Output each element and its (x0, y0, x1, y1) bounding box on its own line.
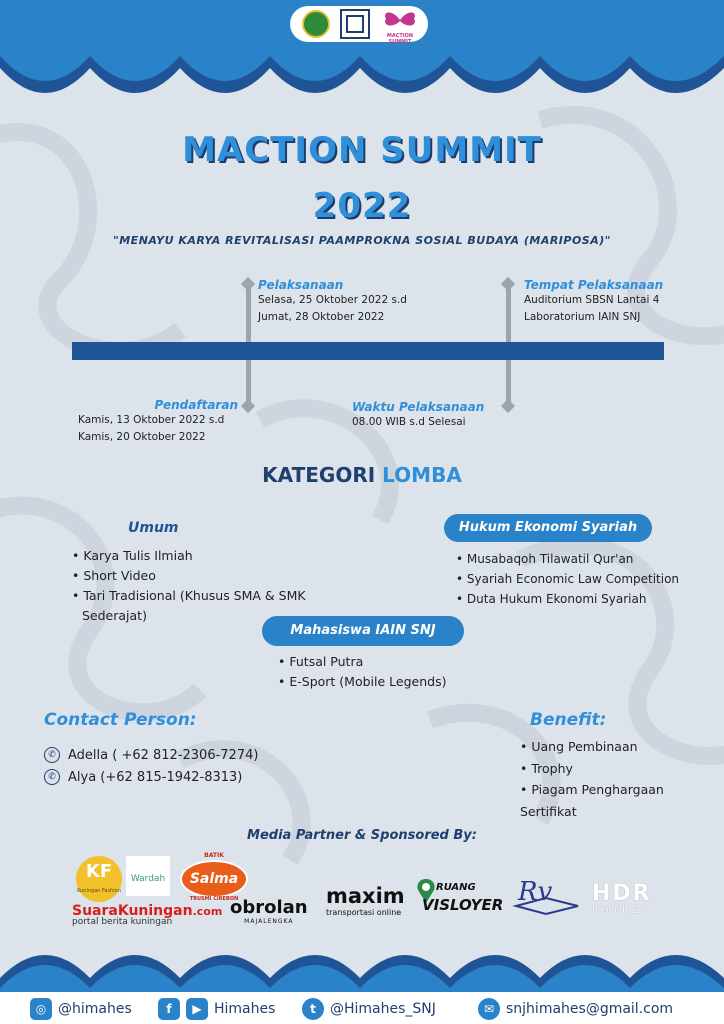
category-umum-title: Umum (128, 520, 179, 536)
event-theme: "MENAYU KARYA REVITALISASI PAAMPROKNA SOSIAL BUDAYA (MARIPOSA)" (113, 234, 611, 247)
category-mahasiswa-list (278, 652, 498, 692)
facebook-icon: f (158, 998, 180, 1020)
timeline-tempat: Tempat Pelaksanaan Auditorium SBSN Lantai 4 Laboratorium IAIN SNJ (524, 278, 664, 323)
kemenag-logo (302, 10, 330, 38)
list-item: • Short Video (72, 566, 372, 586)
footer-email[interactable]: ✉ snjhimahes@gmail.com (478, 997, 673, 1021)
contact-list (44, 744, 258, 788)
benefit-heading: Benefit: (530, 710, 607, 730)
maction-summit-logo: MACTION SUMMIT (378, 9, 422, 39)
timeline-connector (246, 284, 251, 346)
list-item: • E-Sport (Mobile Legends) (278, 672, 498, 692)
contact-item[interactable]: ✆ Alya (+62 815-1942-8313) (44, 766, 258, 788)
list-item: Sertifikat (520, 803, 577, 819)
scallop-border-top (0, 48, 724, 108)
instagram-icon: ◎ (30, 998, 52, 1020)
list-item: • Piagam Penghargaan (520, 779, 720, 801)
youtube-icon: ▶ (186, 998, 208, 1020)
rv-icon (506, 870, 586, 920)
list-item: • Duta Hukum Ekonomi Syariah (456, 589, 722, 609)
list-item: • Musabaqoh Tilawatil Qur'an (456, 549, 722, 569)
event-year: 2022 (312, 186, 412, 226)
email-icon: ✉ (478, 998, 500, 1020)
suara-kuningan-logo: SuaraKuningan.com portal berita kuningan (72, 903, 223, 927)
list-item: • Tari Tradisional (Khusus SMA & SMK (72, 586, 372, 606)
category-hes-list (456, 549, 722, 609)
timeline-bar (72, 342, 664, 360)
timeline-waktu: Waktu Pelaksanaan 08.00 WIB s.d Selesai (352, 400, 485, 428)
category-hes-pill: Hukum Ekonomi Syariah (444, 514, 652, 542)
timeline-pendaftaran: Pendaftaran Kamis, 13 Oktober 2022 s.d Kamis, 20 Oktober 2022 (78, 398, 238, 443)
phone-icon: ✆ (44, 769, 60, 785)
event-title: MACTION SUMMIT (182, 130, 542, 170)
logo-strip (290, 6, 428, 45)
benefit-list (520, 736, 720, 822)
list-item: • Futsal Putra (278, 652, 498, 672)
hdr-potret-logo: HDR POTRET (592, 881, 652, 916)
category-umum-list (72, 546, 372, 626)
contact-heading: Contact Person: (44, 710, 197, 730)
contact-item[interactable]: ✆ Adella ( +62 812-2306-7274) (44, 744, 258, 766)
maxim-logo: maxim transportasi online (326, 884, 405, 917)
footer-facebook-youtube[interactable]: f ▶ Himahes (158, 997, 275, 1021)
media-partner-heading: Media Partner & Sponsored By: (247, 828, 477, 843)
ruang-visloyer-logo: RUANG VISLOYER (414, 878, 506, 924)
twitter-icon: t (302, 998, 324, 1020)
timeline-connector (506, 284, 511, 346)
butterfly-icon (378, 9, 422, 31)
phone-icon: ✆ (44, 747, 60, 763)
list-item: • Syariah Economic Law Competition (456, 569, 722, 589)
himahes-logo (340, 9, 370, 39)
list-item: • Karya Tulis Ilmiah (72, 546, 372, 566)
scallop-border-bottom (0, 942, 724, 998)
wardah-logo: Wardah (126, 856, 170, 896)
footer-instagram[interactable]: ◎ @himahes (30, 997, 132, 1021)
timeline-pelaksanaan: Pelaksanaan Selasa, 25 Oktober 2022 s.d Jumat, 28 Oktober 2022 (258, 278, 407, 323)
list-item: • Trophy (520, 758, 720, 780)
list-item: Sederajat) (82, 608, 147, 623)
category-mahasiswa-pill: Mahasiswa IAIN SNJ (262, 616, 464, 646)
svg-text:Rv: Rv (518, 877, 553, 907)
list-item: • Uang Pembinaan (520, 736, 720, 758)
salma-logo: BATIK Salma TRUSMI CIREBON (180, 860, 248, 898)
kf-logo: KF Kuningan Fashion (76, 856, 122, 902)
kategori-heading: KATEGORI LOMBA (262, 463, 462, 487)
obrolan-logo: obrolan MAJALENGKA (230, 897, 308, 925)
footer-twitter[interactable]: t @Himahes_SNJ (302, 997, 436, 1021)
rv-logo (506, 870, 586, 920)
